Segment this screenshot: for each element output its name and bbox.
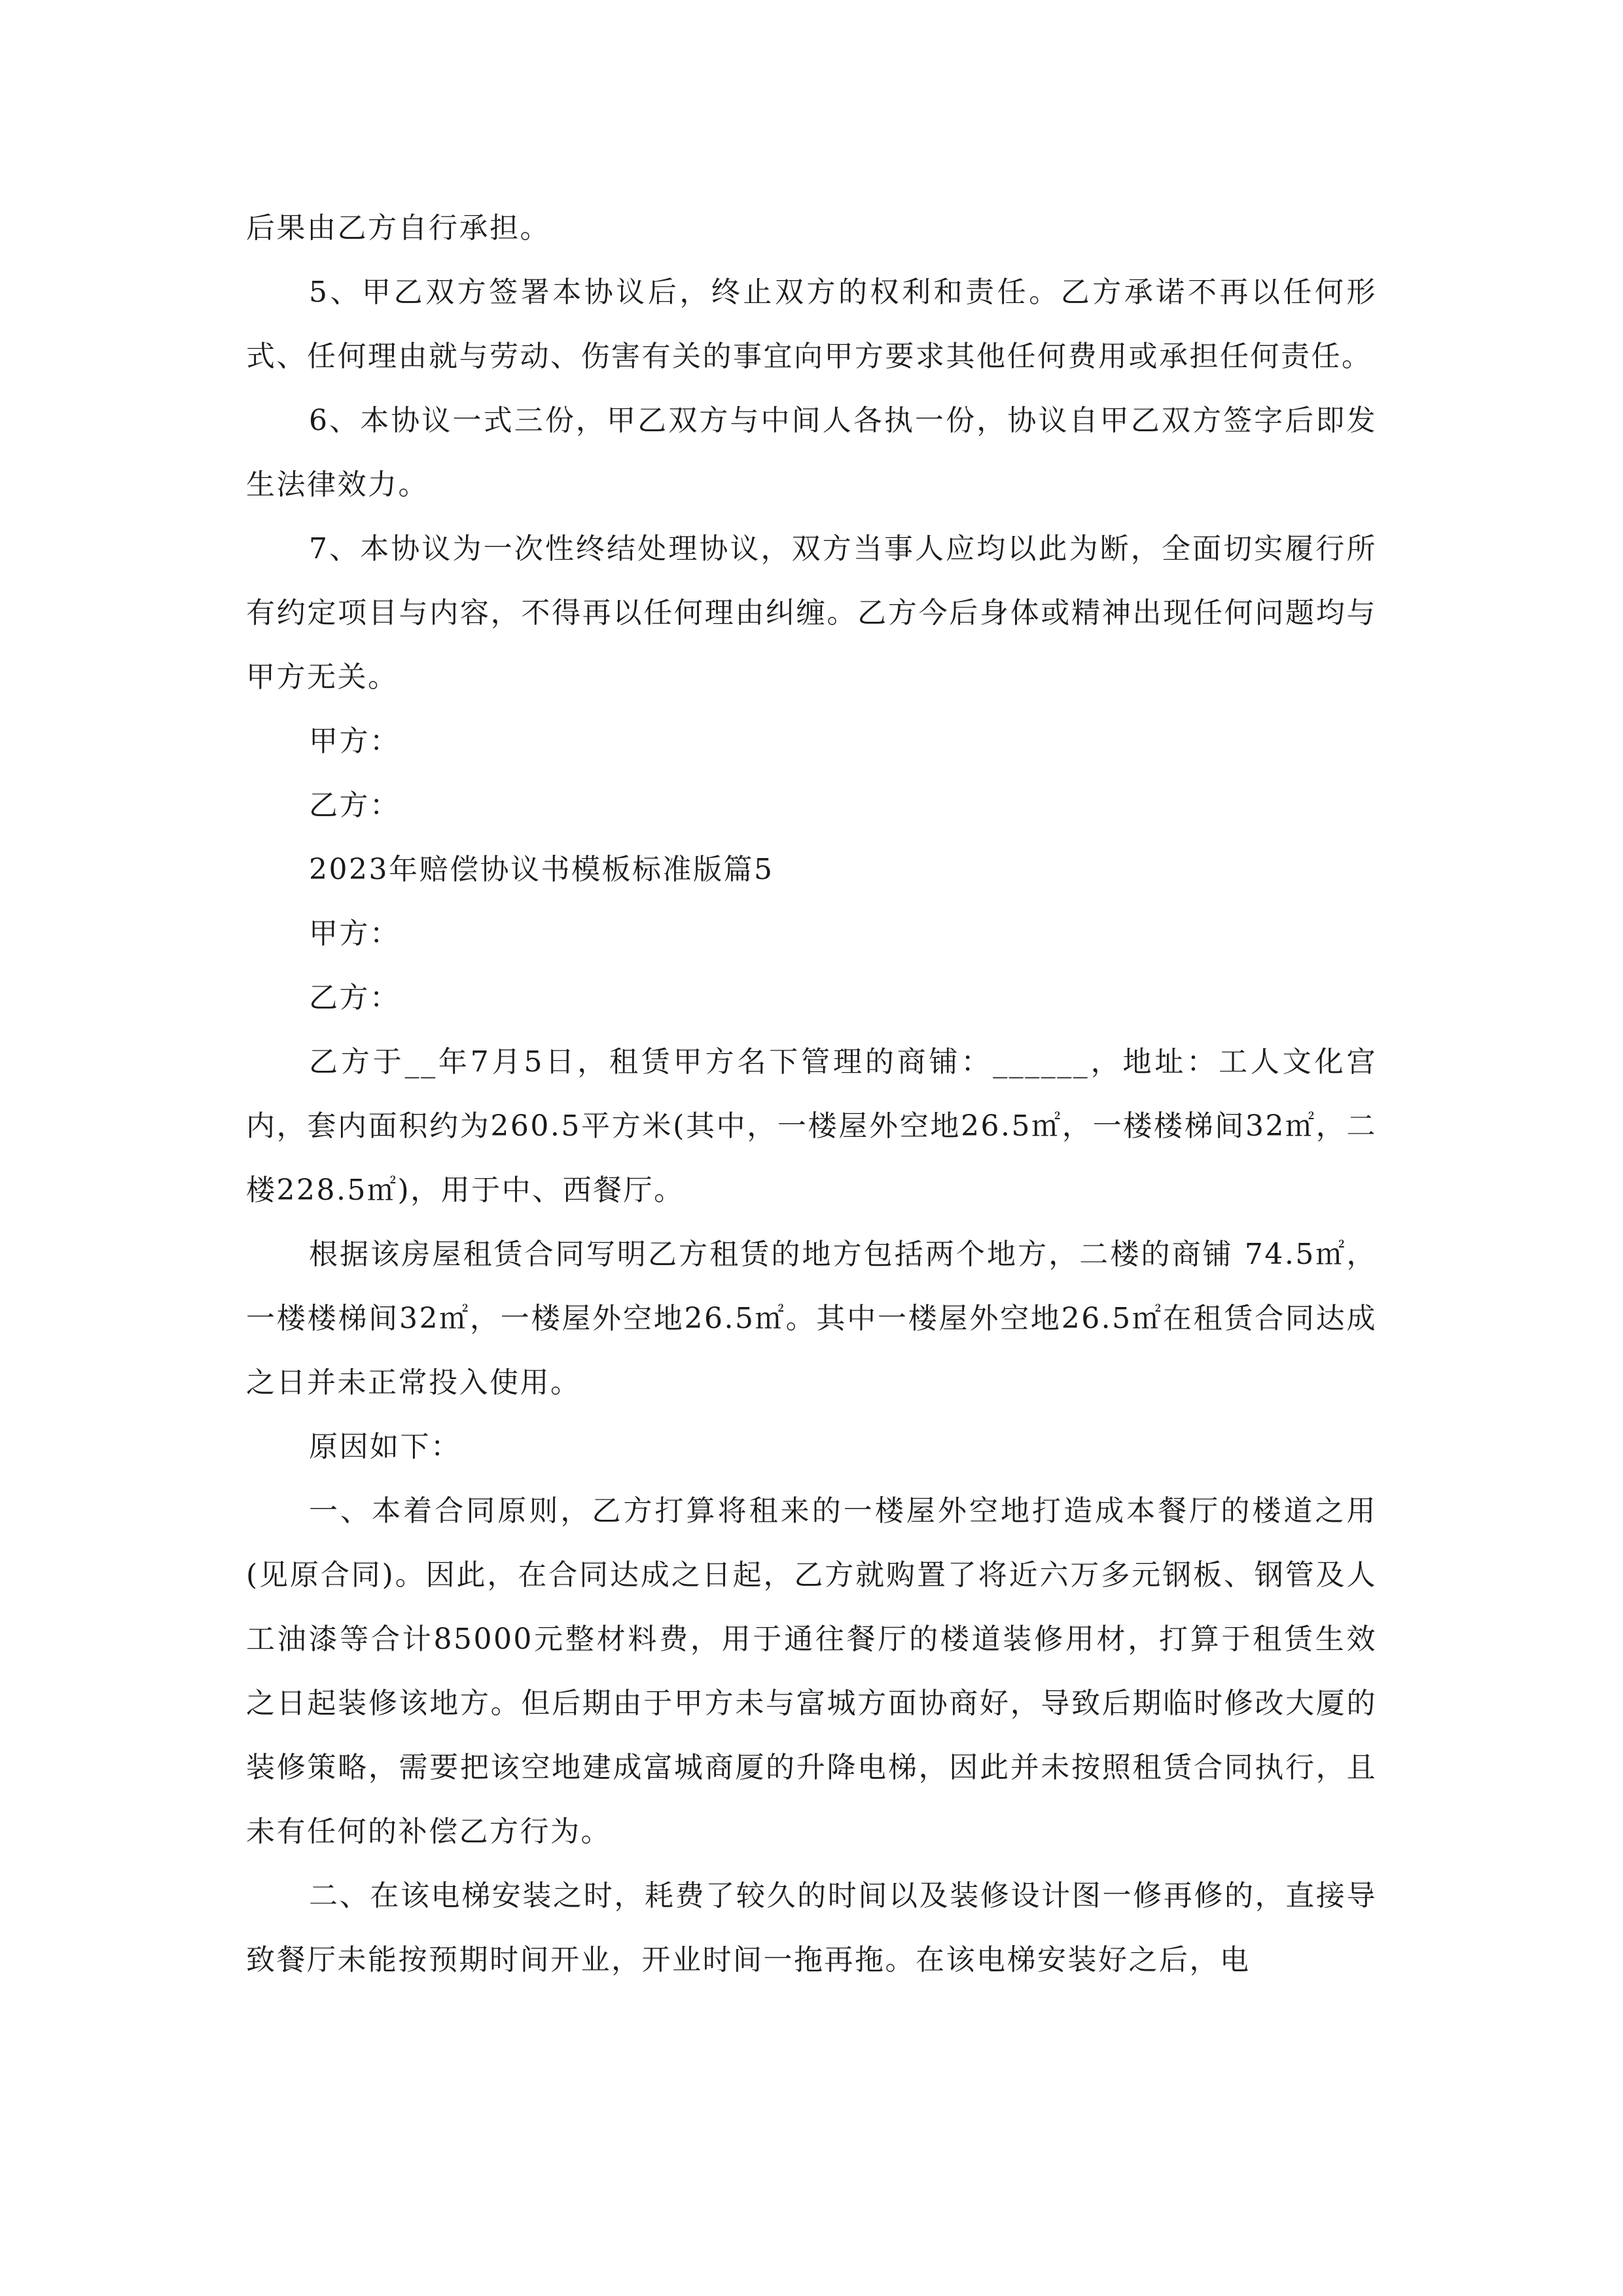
paragraph-lease-info: 乙方于__年7月5日，租赁甲方名下管理的商铺：______，地址：工人文化宫内，套内面积约为260.5平方米(其中，一楼屋外空地26.5㎡，一楼楼梯间32㎡，二楼228.5㎡)，用于中、西餐厅。 [246, 1045, 1377, 1207]
document-page [246, 196, 1377, 1992]
section-heading: 2023年赔偿协议书模板标准版篇5 [309, 853, 774, 886]
paragraph-clause-7: 7、本协议为一次性终结处理协议，双方当事人应均以此为断，全面切实履行所有约定项目与内容，不得再以任何理由纠缠。乙方今后身体或精神出现任何问题均与甲方无关。 [246, 532, 1377, 694]
paragraph-lease-areas: 根据该房屋租赁合同写明乙方租赁的地方包括两个地方，二楼的商铺 74.5㎡，一楼楼梯间32㎡，一楼屋外空地26.5㎡。其中一楼屋外空地26.5㎡在租赁合同达成之日并未正常投入使用。 [246, 1238, 1377, 1399]
paragraph-reason-2: 二、在该电梯安装之时，耗费了较久的时间以及装修设计图一修再修的，直接导致餐厅未能按预期时间开业，开业时间一拖再拖。在该电梯安装好之后，电 [246, 1879, 1377, 1977]
party-a-label: 甲方： [309, 725, 401, 758]
paragraph-continuation: 后果由乙方自行承担。 [246, 211, 550, 245]
party-b-label-2: 乙方： [309, 981, 401, 1014]
paragraph-reasons-heading: 原因如下： [309, 1430, 461, 1463]
paragraph-clause-5: 5、甲乙双方签署本协议后，终止双方的权利和责任。乙方承诺不再以任何形式、任何理由就与劳动、伤害有关的事宜向甲方要求其他任何费用或承担任何责任。 [246, 276, 1377, 373]
party-a-label-2: 甲方： [309, 917, 401, 950]
paragraph-clause-6: 6、本协议一式三份，甲乙双方与中间人各执一份，协议自甲乙双方签字后即发生法律效力。 [246, 404, 1377, 501]
paragraph-reason-1: 一、本着合同原则，乙方打算将租来的一楼屋外空地打造成本餐厅的楼道之用(见原合同)。因此，在合同达成之日起，乙方就购置了将近六万多元钢板、钢管及人工油漆等合计85000元整材料费，用于通往餐厅的楼道装修用材，打算于租赁生效之日起装修该地方。但后期由于甲方未与富城方面协商好，导致后期临时修改大厦的装修策略，需要把该空地建成富城商厦的升降电梯，因此并未按照租赁合同执行，且未有任何的补偿乙方行为。 [246, 1494, 1377, 1848]
party-b-label: 乙方： [309, 789, 401, 822]
